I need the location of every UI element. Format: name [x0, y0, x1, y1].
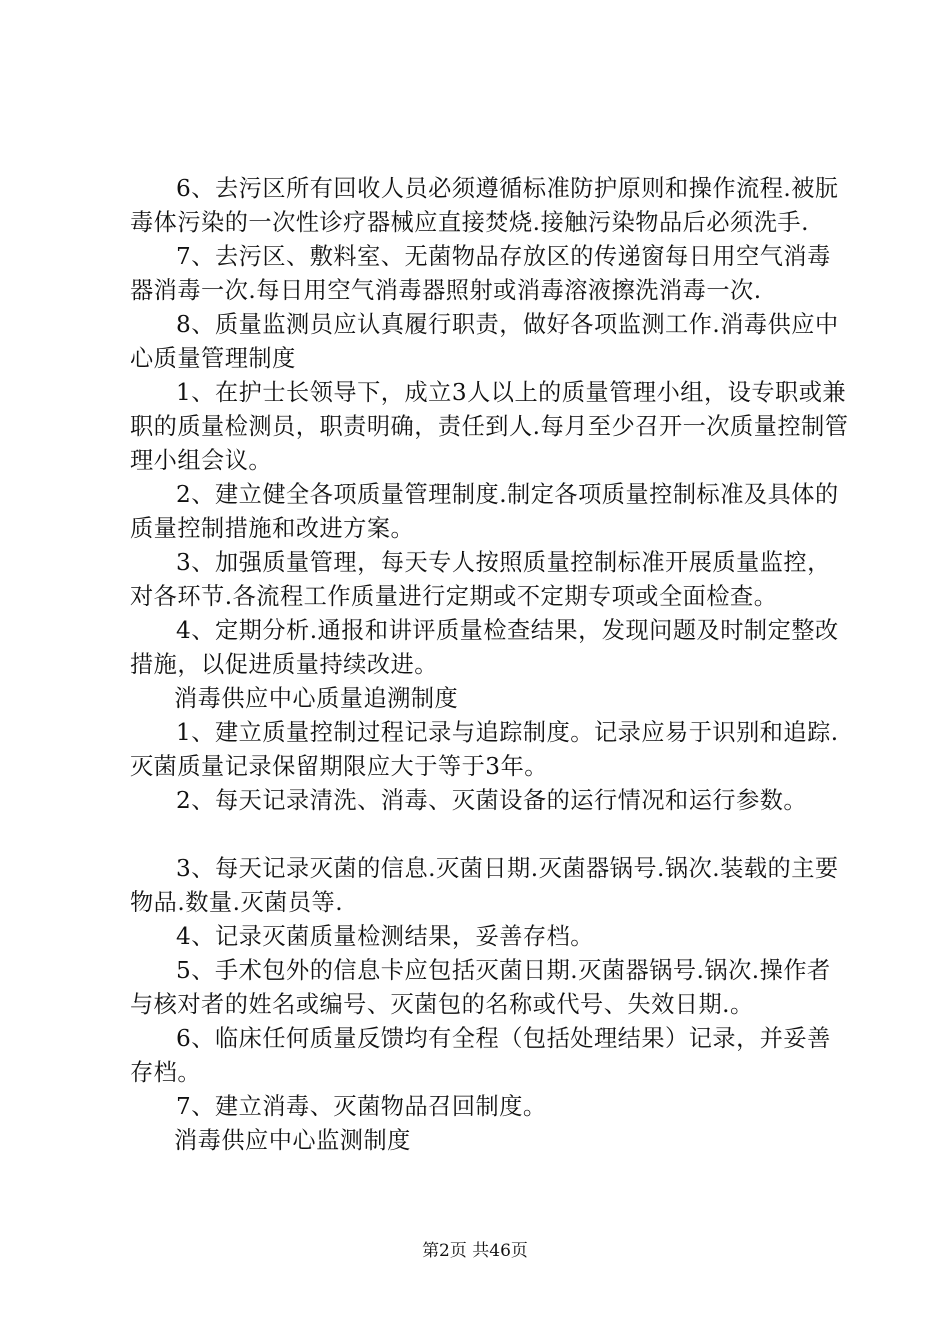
paragraph-trace-4: 4、记录灭菌质量检测结果，妥善存档。	[176, 923, 594, 950]
paragraph-quality-3: 3、加强质量管理，每天专人按照质量控制标准开展质量监控，对各环节.各流程工作质量进行定期或不定期专项或全面检查。	[130, 549, 831, 610]
paragraph-quality-4: 4、定期分析.通报和讲评质量检查结果，发现问题及时制定整改措施，以促进质量持续改进。	[130, 617, 839, 678]
document-body	[130, 172, 850, 1158]
paragraph-trace-2: 2、每天记录清洗、消毒、灭菌设备的运行情况和运行参数。	[176, 787, 808, 814]
page-number-footer: 第2页 共46页	[422, 1241, 528, 1261]
paragraph-quality-2: 2、建立健全各项质量管理制度.制定各项质量控制标准及具体的质量控制措施和改进方案。	[130, 481, 839, 542]
paragraph-trace-5: 5、手术包外的信息卡应包括灭菌日期.灭菌器锅号.锅次.操作者与核对者的姓名或编号、灭菌包的名称或代号、失效日期.。	[130, 957, 831, 1018]
paragraph-trace-7: 7、建立消毒、灭菌物品召回制度。	[176, 1093, 547, 1120]
paragraph-item-7-pass-window: 7、去污区、敷料室、无菌物品存放区的传递窗每日用空气消毒器消毒一次.每日用空气消毒器照射或消毒溶液擦洗消毒一次.	[130, 243, 831, 304]
paragraph-item-6-decontam: 6、去污区所有回收人员必须遵循标准防护原则和操作流程.被朊毒体污染的一次性诊疗器械应直接焚烧.接触污染物品后必须洗手.	[130, 175, 839, 236]
paragraph-trace-3: 3、每天记录灭菌的信息.灭菌日期.灭菌器锅号.锅次.装载的主要物品.数量.灭菌员等.	[130, 855, 839, 916]
section-heading-traceability: 消毒供应中心质量追溯制度	[174, 685, 459, 712]
paragraph-item-8-quality-monitor: 8、质量监测员应认真履行职责，做好各项监测工作.消毒供应中心质量管理制度	[130, 311, 839, 372]
paragraph-trace-1: 1、建立质量控制过程记录与追踪制度。记录应易于识别和追踪.灭菌质量记录保留期限应大于等于3年。	[130, 719, 839, 780]
paragraph-quality-1: 1、在护士长领导下，成立3人以上的质量管理小组，设专职或兼职的质量检测员，职责明确，责任到人.每月至少召开一次质量控制管理小组会议。	[130, 379, 849, 474]
blank-line	[130, 818, 850, 852]
section-heading-monitoring: 消毒供应中心监测制度	[174, 1127, 411, 1154]
paragraph-trace-6: 6、临床任何质量反馈均有全程（包括处理结果）记录，并妥善存档。	[130, 1025, 831, 1086]
